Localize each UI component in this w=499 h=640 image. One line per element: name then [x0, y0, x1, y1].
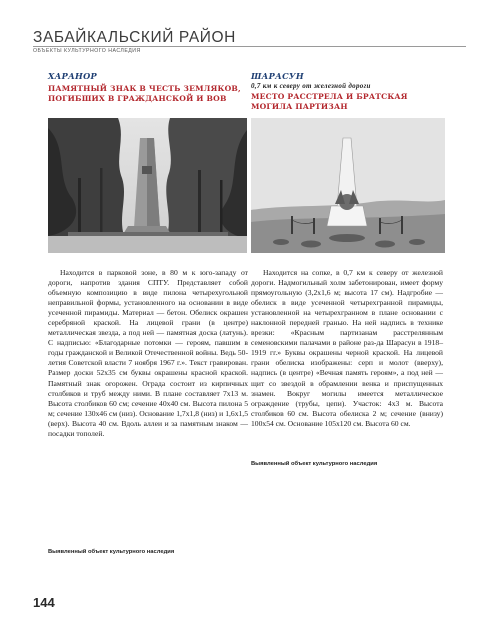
right-description [251, 268, 443, 429]
obelisk-park-image [48, 118, 247, 253]
right-monument-photo [251, 118, 445, 253]
right-entry-heading [251, 71, 451, 112]
right-place-detail: 0,7 км к северу от железной дороги [251, 82, 371, 90]
right-object-title: МЕСТО РАССТРЕЛА И БРАТСКАЯ МОГИЛА ПАРТИЗАН [251, 92, 408, 111]
right-heritage-status: Выявленный объект культурного наследия [251, 461, 378, 467]
page-number: 144 [33, 595, 55, 610]
right-description-text: Находится на сопке, в 0,7 км к северу от железной дороги. Надмогильный холм забетонирован, имеет форму прямоугольную (3,2х1,6 м; высота 17 см). Надгробие — обелиск в виде усеченной четырехгранной пирамиды, установленной на четырехгранном в плане основании с наклонной передней гранью. На ней надпись в технике врезки: «Красным партизанам расстрелянным семеновскими палачами в районе раз-да Шарасун в 1918–1919 гг.» Буквы окрашены черной краской. На лицевой грани обелиска изображены: серп и молот (вверху), надпись (в центре) «Вечная память героям», а под ней — щит со звездой в обрамлении венка и приспущенных знамен. Вокруг могилы имеется металлическое ограждение (трубы, цепи). Участок: 4х3 м. Высота столбиков 60 см. Высота обелиска 2 м; сечение (внизу) 100х54 см. Основание 105х120 см. Высота 60 см. [251, 268, 443, 428]
left-place-name: ХАРАНОР [48, 71, 97, 81]
left-description [48, 268, 248, 439]
left-object-title: ПАМЯТНЫЙ ЗНАК В ЧЕСТЬ ЗЕМЛЯКОВ, ПОГИБШИХ В ГРАЖДАНСКОЙ И ВОВ [48, 84, 241, 103]
page-header-subtitle: ОБЪЕКТЫ КУЛЬТУРНОГО НАСЛЕДИЯ [33, 48, 141, 54]
obelisk-hill-image [251, 118, 445, 253]
left-monument-photo [48, 118, 247, 253]
page-header-title: ЗАБАЙКАЛЬСКИЙ РАЙОН [33, 29, 236, 46]
left-description-text: Находится в парковой зоне, в 80 м к юго-западу от дороги, напротив здания СПТУ. Представляет собой объемную композицию в виде пилона четырехугольной неправильной формы, установленного на основании в виде усеченной пирамиды. Материал — бетон. Обелиск окрашен серебряной краской. На лицевой грани (в центре) металлическая звезда, а под ней — памятная доска (латунь). С надписью: «Благодарные потомки — героям, павшим в годы гражданской и Великой Отечественной войны. Ведь 50-летия Советской власти 7 ноября 1967 г.». Текст гравирован. Размер доски 52х35 см буквы окрашены красной краской. Памятный знак огорожен. Ограда состоит из кирпичных столбиков и труб между ними. В плане составляет 7х13 м. Высота столбиков 60 см; сечение 40х40 см. Высота пилона 5 м; сечение 130х46 см (низ). Основание 1,7х1,8 (низ) и 1,6х1,5 (верх). Высота 40 см. Вдоль аллеи и за памятным знаком — посадки тополей. [48, 268, 248, 438]
left-heritage-status: Выявленный объект культурного наследия [48, 549, 175, 555]
header-rule [33, 46, 466, 47]
left-entry-heading [48, 71, 248, 104]
right-place-name: ШАРАСУН [251, 71, 304, 81]
